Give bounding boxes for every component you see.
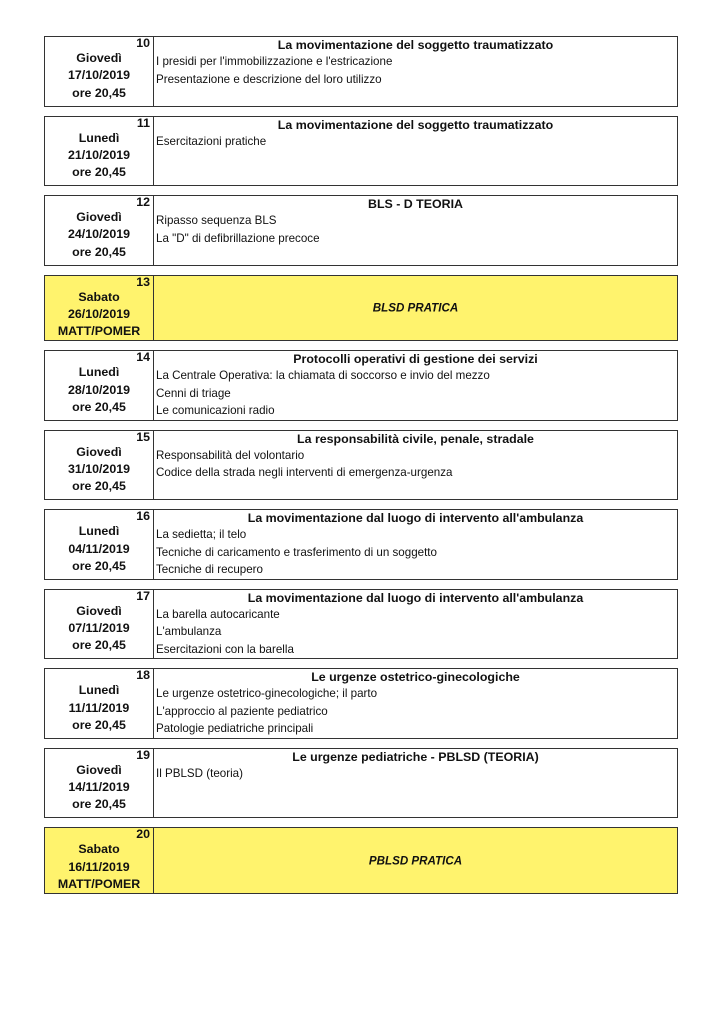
lesson-info <box>45 276 154 341</box>
lesson-title: Protocolli operativi di gestione dei servizi <box>293 352 538 367</box>
lesson-topic: I presidi per l'immobilizzazione e l'estricazione <box>156 55 393 68</box>
lesson-block-17 <box>44 589 678 660</box>
lesson-topic: Tecniche di recupero <box>156 563 263 577</box>
lesson-title: BLS - D TEORIA <box>368 197 463 211</box>
lesson-info <box>45 196 154 265</box>
lesson-content <box>154 749 677 818</box>
lesson-topic <box>154 247 677 265</box>
lesson-date: 24/10/2019 <box>67 227 130 242</box>
lesson-topic: La sedietta; il telo <box>156 528 247 542</box>
lesson-topic: Presentazione e descrizione del loro utilizzo <box>156 72 382 86</box>
lesson-time: ore 20,45 <box>72 165 126 180</box>
lesson-topic: L'ambulanza <box>156 625 222 639</box>
lesson-content <box>154 37 677 106</box>
lesson-day: Giovedì <box>76 603 122 618</box>
lesson-content <box>154 510 677 579</box>
lesson-block-10 <box>44 36 678 107</box>
lesson-content <box>154 431 677 500</box>
lesson-info <box>45 669 154 738</box>
lesson-info <box>45 510 154 579</box>
lesson-time: ore 20,45 <box>72 85 126 100</box>
lesson-title: Le urgenze ostetrico-ginecologiche <box>311 670 520 685</box>
practical-session-label: PBLSD PRATICA <box>368 854 463 868</box>
lesson-day: Giovedì <box>76 210 122 224</box>
lesson-number: 15 <box>136 429 150 444</box>
lesson-content <box>154 351 677 420</box>
lesson-title: La movimentazione dal luogo di intervento all'ambulanza <box>247 590 584 605</box>
lesson-topic: La "D" di defibrillazione precoce <box>156 231 320 245</box>
lesson-info <box>45 117 154 186</box>
lesson-time: ore 20,45 <box>72 797 126 812</box>
lesson-info <box>45 351 154 420</box>
lesson-number: 13 <box>136 274 150 289</box>
lesson-date: 07/11/2019 <box>68 621 130 636</box>
lesson-info <box>45 828 154 893</box>
lesson-date: 31/10/2019 <box>67 462 130 477</box>
lesson-day: Sabato <box>78 289 120 304</box>
lesson-content <box>154 117 677 186</box>
lesson-day: Giovedì <box>76 762 122 777</box>
lesson-day: Lunedì <box>78 683 120 698</box>
lesson-day: Lunedì <box>78 130 120 145</box>
lesson-topic: Patologie pediatriche principali <box>156 722 314 736</box>
lesson-topic <box>154 168 677 186</box>
lesson-info <box>45 37 154 106</box>
lesson-date: 21/10/2019 <box>67 147 130 162</box>
course-schedule <box>44 36 678 903</box>
lesson-time: MATT/POMER <box>57 876 141 891</box>
lesson-date: 17/10/2019 <box>67 68 130 83</box>
lesson-topic: La barella autocaricante <box>156 607 280 621</box>
lesson-date: 11/11/2019 <box>68 700 130 715</box>
lesson-content <box>154 276 677 341</box>
lesson-time: ore 20,45 <box>72 717 126 732</box>
lesson-topic: Le comunicazioni radio <box>156 404 275 418</box>
lesson-topic: Ripasso sequenza BLS <box>156 214 277 227</box>
lesson-number: 12 <box>136 195 150 209</box>
lesson-block-12 <box>44 195 678 266</box>
lesson-topic: La Centrale Operativa: la chiamata di soccorso e invio del mezzo <box>156 369 490 383</box>
lesson-content <box>154 669 677 738</box>
lesson-number: 20 <box>136 827 150 842</box>
lesson-date: 04/11/2019 <box>68 541 130 556</box>
lesson-block-11 <box>44 116 678 187</box>
lesson-block-13 <box>44 275 678 342</box>
lesson-date: 28/10/2019 <box>67 382 130 397</box>
lesson-block-19 <box>44 748 678 819</box>
lesson-topic <box>154 782 677 800</box>
lesson-title: La movimentazione dal luogo di intervento all'ambulanza <box>247 511 584 526</box>
lesson-time: ore 20,45 <box>72 479 126 494</box>
lesson-date: 26/10/2019 <box>67 306 130 321</box>
lesson-topic: Il PBLSD (teoria) <box>156 766 243 780</box>
lesson-number: 18 <box>136 668 150 683</box>
lesson-number: 11 <box>136 115 150 130</box>
lesson-day: Sabato <box>78 842 120 857</box>
lesson-content <box>154 196 677 265</box>
lesson-topic: Codice della strada negli interventi di emergenza-urgenza <box>156 466 453 480</box>
lesson-topic <box>154 88 677 106</box>
lesson-number: 19 <box>136 747 150 762</box>
lesson-topic: Le urgenze ostetrico-ginecologiche; il parto <box>156 687 378 701</box>
practical-session-label: BLSD PRATICA <box>372 301 459 315</box>
lesson-number: 17 <box>136 588 150 603</box>
lesson-title: La movimentazione del soggetto traumatizzato <box>277 38 554 52</box>
lesson-content <box>154 828 677 893</box>
lesson-block-20 <box>44 827 678 894</box>
lesson-info <box>45 590 154 659</box>
lesson-day: Giovedì <box>76 444 122 459</box>
lesson-time: ore 20,45 <box>72 638 126 653</box>
lesson-block-16 <box>44 509 678 580</box>
lesson-number: 16 <box>136 509 150 524</box>
lesson-title: La responsabilità civile, penale, stradale <box>297 431 534 446</box>
lesson-title: La movimentazione del soggetto traumatizzato <box>277 117 554 132</box>
lesson-topic <box>154 482 677 500</box>
lesson-info <box>45 749 154 818</box>
lesson-time: ore 20,45 <box>72 558 126 573</box>
lesson-date: 16/11/2019 <box>68 859 130 874</box>
lesson-time: ore 20,45 <box>72 399 126 414</box>
lesson-topic <box>154 800 677 818</box>
lesson-number: 14 <box>136 350 150 365</box>
lesson-title: Le urgenze pediatriche - PBLSD (TEORIA) <box>292 749 539 764</box>
lesson-topic: Esercitazioni pratiche <box>156 134 267 148</box>
lesson-number: 10 <box>136 36 150 50</box>
lesson-topic <box>154 150 677 168</box>
lesson-time: ore 20,45 <box>72 244 126 259</box>
lesson-content <box>154 590 677 659</box>
lesson-block-18 <box>44 668 678 739</box>
lesson-topic: Tecniche di caricamento e trasferimento di un soggetto <box>156 545 437 559</box>
lesson-topic: Responsabilità del volontario <box>156 448 305 462</box>
lesson-topic: L'approccio al paziente pediatrico <box>156 704 328 718</box>
lesson-block-15 <box>44 430 678 501</box>
lesson-block-14 <box>44 350 678 421</box>
lesson-topic: Esercitazioni con la barella <box>156 642 294 656</box>
lesson-topic: Cenni di triage <box>156 386 231 400</box>
lesson-time: MATT/POMER <box>57 324 141 339</box>
lesson-day: Giovedì <box>76 51 122 65</box>
lesson-date: 14/11/2019 <box>68 780 130 795</box>
lesson-info <box>45 431 154 500</box>
lesson-day: Lunedì <box>78 524 120 539</box>
lesson-day: Lunedì <box>78 365 120 380</box>
